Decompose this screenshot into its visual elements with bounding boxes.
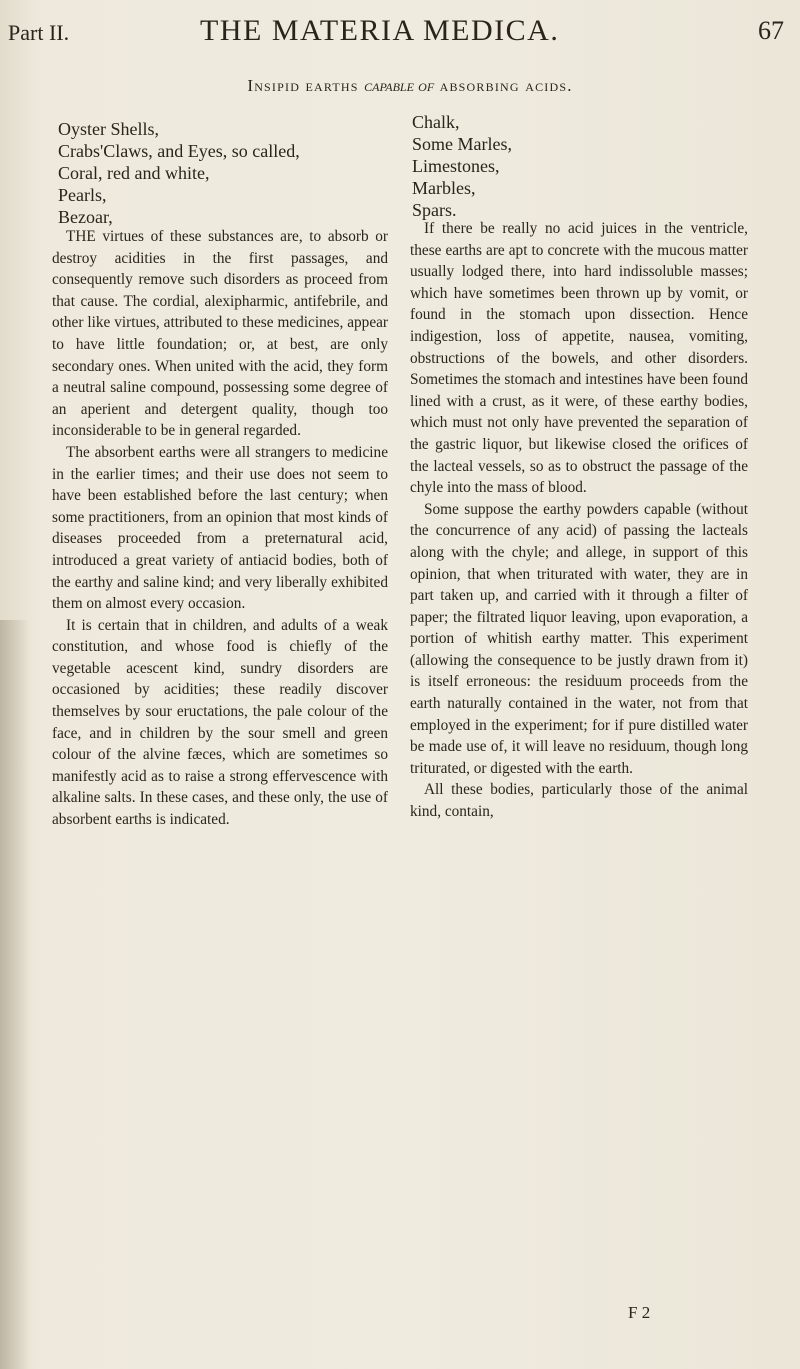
list-item: Coral, red and white, <box>58 163 210 183</box>
substance-list-right <box>412 111 512 221</box>
list-item: Chalk, <box>412 112 460 132</box>
paragraph: Some suppose the earthy powders capable (without the concurrence of any acid) of passing the lacteals along with the chyle; and allege, in support of this opinion, that when triturated with water, they are in part taken up, and carried with it through a filter of paper; the filtrated liquor leaving, upon evaporation, a portion of whitish earthy matter. This experiment (allowing the consequence to be justly drawn from it) is itself erroneous: the residuum proceeds from the earth naturally contained in the water, not from that employed in the experiment; for if pure distilled water be made use of, it will leave no residuum, though long triturated, or digested with the earth. <box>410 500 748 777</box>
list-item: Spars. <box>412 200 457 220</box>
list-item: Pearls, <box>58 185 107 205</box>
heading-lead: Insipid earths <box>247 76 359 95</box>
paragraph: All these bodies, particularly those of the animal kind, contain, <box>410 781 748 821</box>
substance-list-left <box>58 118 300 228</box>
part-label: Part II. <box>8 20 70 45</box>
paragraph: If there be really no acid juices in the ventricle, these earths are apt to concrete with the mucous matter usually lodged there, into hard indissoluble masses; which have sometimes been thrown up by vomit, or found in the stomach upon dissection. Hence indigestion, loss of appetite, nausea, vomiting, obstructions of the bowels, and other disorders. Sometimes the stomach and intestines have been found lined with a crust, as it were, of these earthy bodies, which must not only have prevented the separation of the gastric liquor, but likewise closed the orifices of the lacteal vessels, so as to obstruct the passage of the chyle into the mass of blood. <box>410 220 748 497</box>
paragraph: It is certain that in children, and adults of a weak constitution, and whose food is chiefly of the vegetable acescent kind, sundry disorders are occasioned by acidities; these readily discover themselves by sour eructations, the pale colour of the face, and in children by the sour smell and green colour of the alvine fæces, which are sometimes so manifestly acid as to raise a strong effervescence with alkaline salts. In these cases, and these only, the use of absorbent earths is indicated. <box>52 616 388 829</box>
signature-mark: F 2 <box>628 1303 651 1322</box>
gutter-shadow <box>0 620 30 1369</box>
right-column <box>410 218 748 823</box>
list-item: Bezoar, <box>58 207 113 227</box>
list-item: Marbles, <box>412 178 476 198</box>
running-header <box>0 8 800 48</box>
list-item: Crabs'Claws, and Eyes, so called, <box>58 141 300 161</box>
section-heading <box>60 76 760 96</box>
page-number: 67 <box>758 16 784 45</box>
paragraph: The absorbent earths were all strangers to medicine in the earlier times; and their use does not seem to have been established before the last century; when some practitioners, from an opinion that most kinds of diseases proceeded from a preternatural acid, introduced a great variety of antiacid bodies, both of the earthy and saline kind; and very liberally exhibited them on almost every occasion. <box>52 443 388 613</box>
heading-italic: capable of <box>364 76 435 95</box>
list-item: Some Marles, <box>412 134 512 154</box>
list-item: Oyster Shells, <box>58 119 159 139</box>
left-column <box>52 226 388 831</box>
heading-tail: absorbing acids. <box>439 76 573 95</box>
running-title: THE MATERIA MEDICA. <box>200 14 560 47</box>
paragraph: THE virtues of these substances are, to absorb or destroy acidities in the first passages, and consequently remove such disorders as proceed from that cause. The cordial, alexipharmic, antifebrile, and other like virtues, attributed to these medicines, appear to have little foundation; or, at best, are only secondary ones. When united with the acid, they form a neutral saline compound, possessing some degree of an aperient and detergent quality, though too inconsiderable to be in general regarded. <box>52 228 388 440</box>
list-item: Limestones, <box>412 156 500 176</box>
